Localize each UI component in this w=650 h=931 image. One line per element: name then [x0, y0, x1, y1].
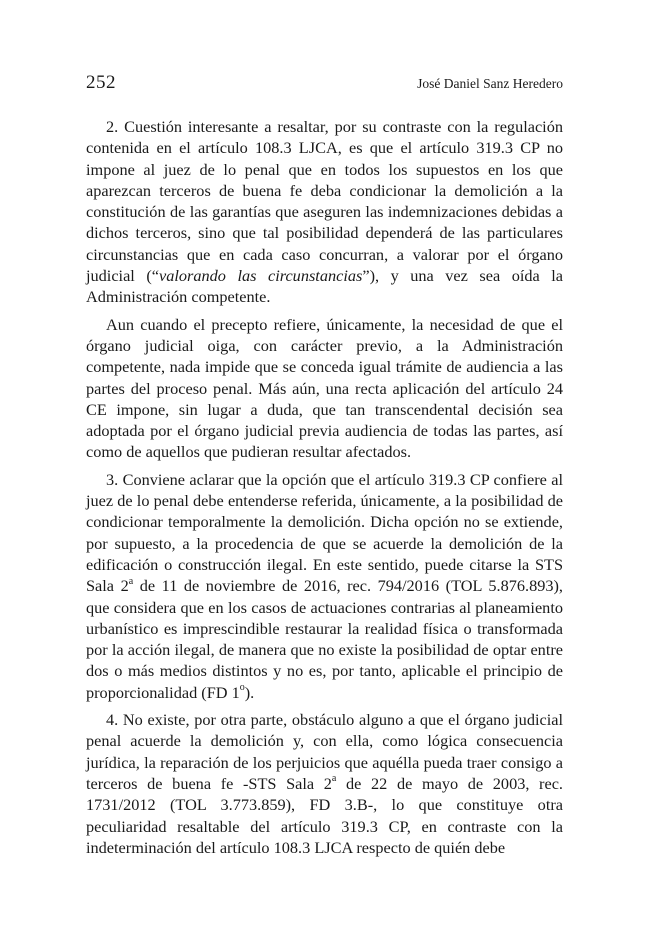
paragraph-2 — [86, 116, 563, 308]
paragraph-2-text-before: 2. Cuestión interesante a resaltar, por su contraste con la regulación contenida en el artículo 108.3 LJCA, es que el artículo 319.3 CP no impone al juez de lo penal que en todos los supuestos en los que aparezcan terceros de buena fe deba condicionar la demolición a la constitución de las garantías que aseguren las indemnizaciones debidas a dichos terceros, sino que tal posibilidad dependerá de las particulares circunstancias que en cada caso concurran, a valorar por el órgano judicial (“ — [86, 117, 563, 286]
page-header — [86, 72, 563, 98]
paragraph-3-text-after: ). — [244, 682, 255, 702]
body-text — [86, 116, 563, 864]
paragraph-3 — [86, 469, 563, 703]
paragraph-2-italic-quote: valorando las circunstancias — [159, 266, 363, 286]
paragraph-4-text-before: 4. No existe, por otra parte, obstáculo alguno a que el órgano judicial penal acuerde la demolición y, con ella, como lógica consecuencia jurídica, la reparación de los perjuicios que aquélla pueda traer consigo a terceros de buena fe -STS Sala 2 — [86, 710, 563, 793]
paragraph-2-text-after: ”), y una vez sea oída la Administración competente. — [86, 266, 564, 307]
running-head-author: José Daniel Sanz Heredero — [417, 76, 563, 91]
paragraph-4-superscript-a: a — [331, 773, 337, 785]
paragraph-aun-cuando: Aun cuando el precepto refiere, únicamente, la necesidad de que el órgano judicial oiga, con carácter previo, a la Administración competente, nada impide que se conceda igual trámite de audiencia a las partes del proceso penal. Más aún, una recta aplicación del artículo 24 CE impone, sin lugar a duda, que tan transcendental decisión sea adoptada por el órgano judicial previa audiencia de todas las partes, así como de aquellos que pudieran resultar afectados. — [86, 314, 563, 462]
paragraph-3-text-before: 3. Conviene aclarar que la opción que el artículo 319.3 CP confiere al juez de lo penal debe entenderse referida, únicamente, a la posibilidad de condicionar temporalmente la demolición. Dicha opción no se extiende, por supuesto, a la procedencia de que se acuerde la demolición de la edificación o construcción ilegal. En este sentido, puede citarse la STS Sala 2 — [86, 469, 563, 596]
paragraph-3-superscript-o: o — [239, 682, 245, 694]
paragraph-4 — [86, 709, 563, 858]
paragraph-4-text-after: de 22 de mayo de 2003, rec. 1731/2012 (TOL 3.773.859), FD 3.B-, lo que constituye otra peculiaridad resaltable del artículo 319.3 CP, en contraste con la indeterminación del artículo 108.3 LJCA respecto de quién debe — [86, 773, 564, 857]
page-number: 252 — [86, 72, 116, 93]
paragraph-3-text-mid: de 11 de noviembre de 2016, rec. 794/2016 (TOL 5.876.893), que considera que en los casos de actuaciones contrarias al planeamiento urbanístico es imprescindible restaurar la realidad física o transformada por la acción ilegal, de manera que no existe la posibilidad de optar entre dos o más medios distintos y no es, por tanto, aplicable el principio de proporcionalidad (FD 1 — [86, 576, 563, 702]
paragraph-3-superscript-a: a — [128, 575, 134, 587]
